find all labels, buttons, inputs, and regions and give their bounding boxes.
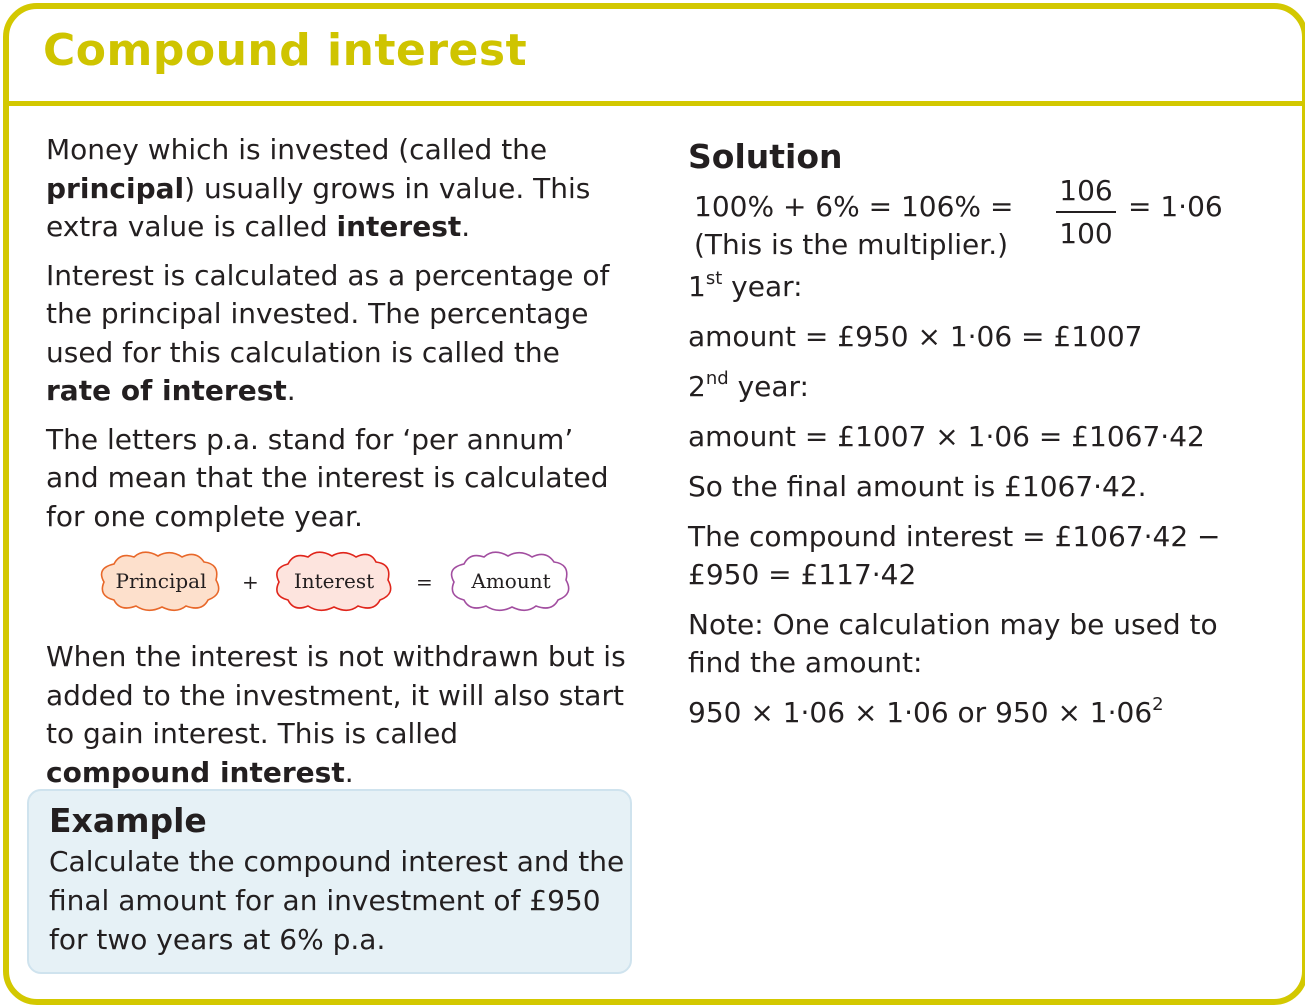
text: Interest is calculated as a percentage of the principal invested. The percentage used for this calculation is called the <box>46 258 610 369</box>
principal-bubble <box>98 550 224 612</box>
compound-interest-line2: £950 = £117·42 <box>688 558 917 591</box>
text: . <box>344 755 354 789</box>
single-calculation <box>688 694 1288 732</box>
note: Note: One calculation may be used to find the amount: <box>688 608 1218 679</box>
text: 2 <box>688 370 706 403</box>
text: 1 <box>688 270 706 303</box>
compound-interest-line1: The compound interest = £1067·42 − <box>688 520 1221 553</box>
equals-sign: = <box>416 570 433 594</box>
plus-sign: + <box>242 570 259 594</box>
multiplier-equation <box>688 174 1288 261</box>
interest-diagram <box>46 550 626 620</box>
text: . <box>461 210 471 243</box>
amount-label: Amount <box>471 569 551 593</box>
text: ) usually grows in value. This extra value is called <box>46 171 591 243</box>
fraction-denominator: 100 <box>1059 217 1113 250</box>
equation-rhs: = 1·06 <box>1128 190 1223 223</box>
ordinal-suffix: nd <box>705 368 729 389</box>
term-interest: interest <box>336 210 462 243</box>
ordinal-suffix: st <box>705 268 723 289</box>
text: When the interest is not withdrawn but is added to the investment, it will also start to gain interest. This is called <box>46 640 626 750</box>
fraction-numerator: 106 <box>1056 174 1116 213</box>
solution-heading: Solution <box>688 137 843 176</box>
term-rate-of-interest: rate of interest <box>46 374 287 407</box>
example-heading: Example <box>49 801 207 840</box>
paragraph-principal <box>46 131 626 247</box>
paragraph-rate <box>46 257 626 411</box>
term-principal: principal <box>46 171 185 205</box>
year2-calculation: amount = £1007 × 1·06 = £1067·42 <box>688 420 1205 453</box>
year2-heading <box>688 368 1288 406</box>
fraction <box>1056 174 1116 250</box>
principal-label: Principal <box>115 569 207 593</box>
text: year: <box>722 270 803 303</box>
page-frame <box>3 3 1305 1005</box>
multiplier-note: (This is the multiplier.) <box>694 228 1009 261</box>
interest-label: Interest <box>293 569 375 593</box>
amount-bubble <box>448 550 574 612</box>
text: . <box>286 374 296 407</box>
year1-heading <box>688 268 1288 306</box>
example-box <box>27 789 632 974</box>
exponent: 2 <box>1152 694 1164 715</box>
left-column <box>46 131 626 802</box>
interest-bubble <box>274 550 394 612</box>
text: 950 × 1·06 × 1·06 or 950 × 1·06 <box>688 696 1153 729</box>
final-amount: So the final amount is £1067·42. <box>688 470 1147 503</box>
example-text: Calculate the compound interest and the final amount for an investment of £950 for two years at 6% p.a. <box>49 845 625 956</box>
text: Money which is invested (called the <box>46 133 548 166</box>
title-bar <box>9 9 1302 106</box>
text: year: <box>728 370 809 403</box>
paragraph-per-annum: The letters p.a. stand for ‘per annum’ and mean that the interest is calculated for one complete year. <box>46 422 609 533</box>
term-compound-interest: compound interest <box>46 755 345 789</box>
paragraph-compound <box>46 638 626 792</box>
equation-lhs: 100% + 6% = 106% = <box>694 190 1014 223</box>
year1-calculation: amount = £950 × 1·06 = £1007 <box>688 320 1143 353</box>
page-title: Compound interest <box>43 25 528 76</box>
solution-column <box>688 137 1288 744</box>
